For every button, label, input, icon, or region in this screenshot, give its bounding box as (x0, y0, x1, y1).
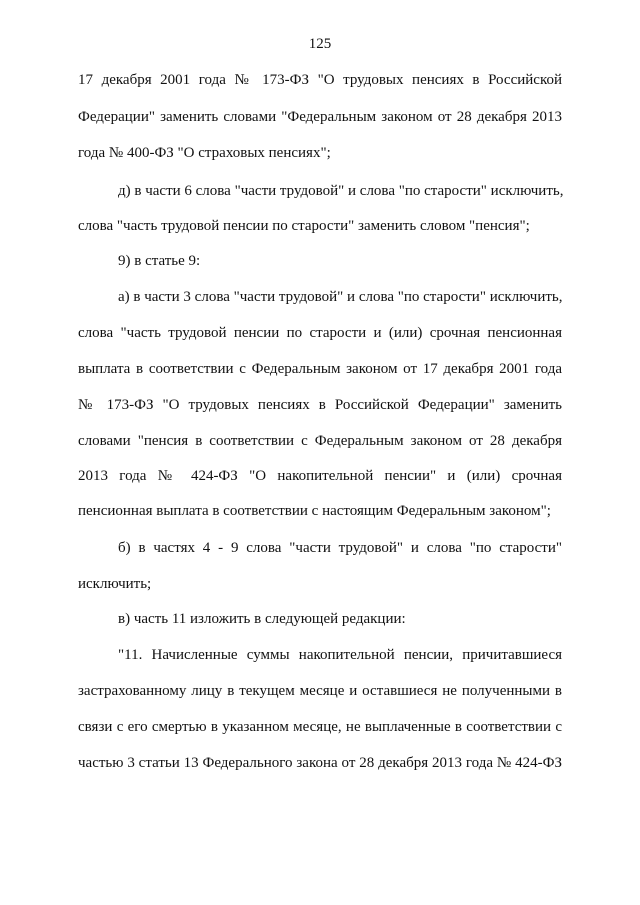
text-line: слова "часть трудовой пенсии по старости" заменить словом "пенсия"; (78, 218, 530, 234)
text-line: частью 3 статьи 13 Федерального закона от 28 декабря 2013 года № 424-ФЗ (78, 755, 562, 771)
text-line: "11. Начисленные суммы накопительной пенсии, причитавшиеся (118, 647, 562, 663)
text-line: связи с его смертью в указанном месяце, не выплаченные в соответствии с (78, 719, 562, 735)
text-line: года № 400-ФЗ "О страховых пенсиях"; (78, 145, 331, 161)
text-line: Федерации" заменить словами "Федеральным законом от 28 декабря 2013 (78, 109, 562, 125)
page-number: 125 (308, 36, 332, 52)
text-line: а) в части 3 слова "части трудовой" и слова "по старости" исключить, (118, 289, 563, 305)
text-line: застрахованному лицу в текущем месяце и оставшиеся не полученными в (78, 683, 562, 699)
text-line: 2013 года № 424-ФЗ "О накопительной пенсии" и (или) срочная (78, 468, 562, 484)
text-line: д) в части 6 слова "части трудовой" и слова "по старости" исключить, (118, 183, 564, 199)
text-line: 9) в статье 9: (118, 253, 201, 269)
text-line: № 173-ФЗ "О трудовых пенсиях в Российской Федерации" заменить (78, 397, 562, 413)
text-line: выплата в соответствии с Федеральным законом от 17 декабря 2001 года (78, 361, 562, 377)
text-line: 17 декабря 2001 года № 173-ФЗ "О трудовых пенсиях в Российской (78, 72, 562, 88)
text-line: пенсионная выплата в соответствии с настоящим Федеральным законом"; (78, 503, 551, 519)
text-line: слова "часть трудовой пенсии по старости и (или) срочная пенсионная (78, 325, 562, 341)
text-line: словами "пенсия в соответствии с Федеральным законом от 28 декабря (78, 433, 562, 449)
text-line: б) в частях 4 - 9 слова "части трудовой" и слова "по старости" (118, 540, 562, 556)
text-line: в) часть 11 изложить в следующей редакции: (118, 611, 406, 627)
text-line: исключить; (78, 576, 152, 592)
